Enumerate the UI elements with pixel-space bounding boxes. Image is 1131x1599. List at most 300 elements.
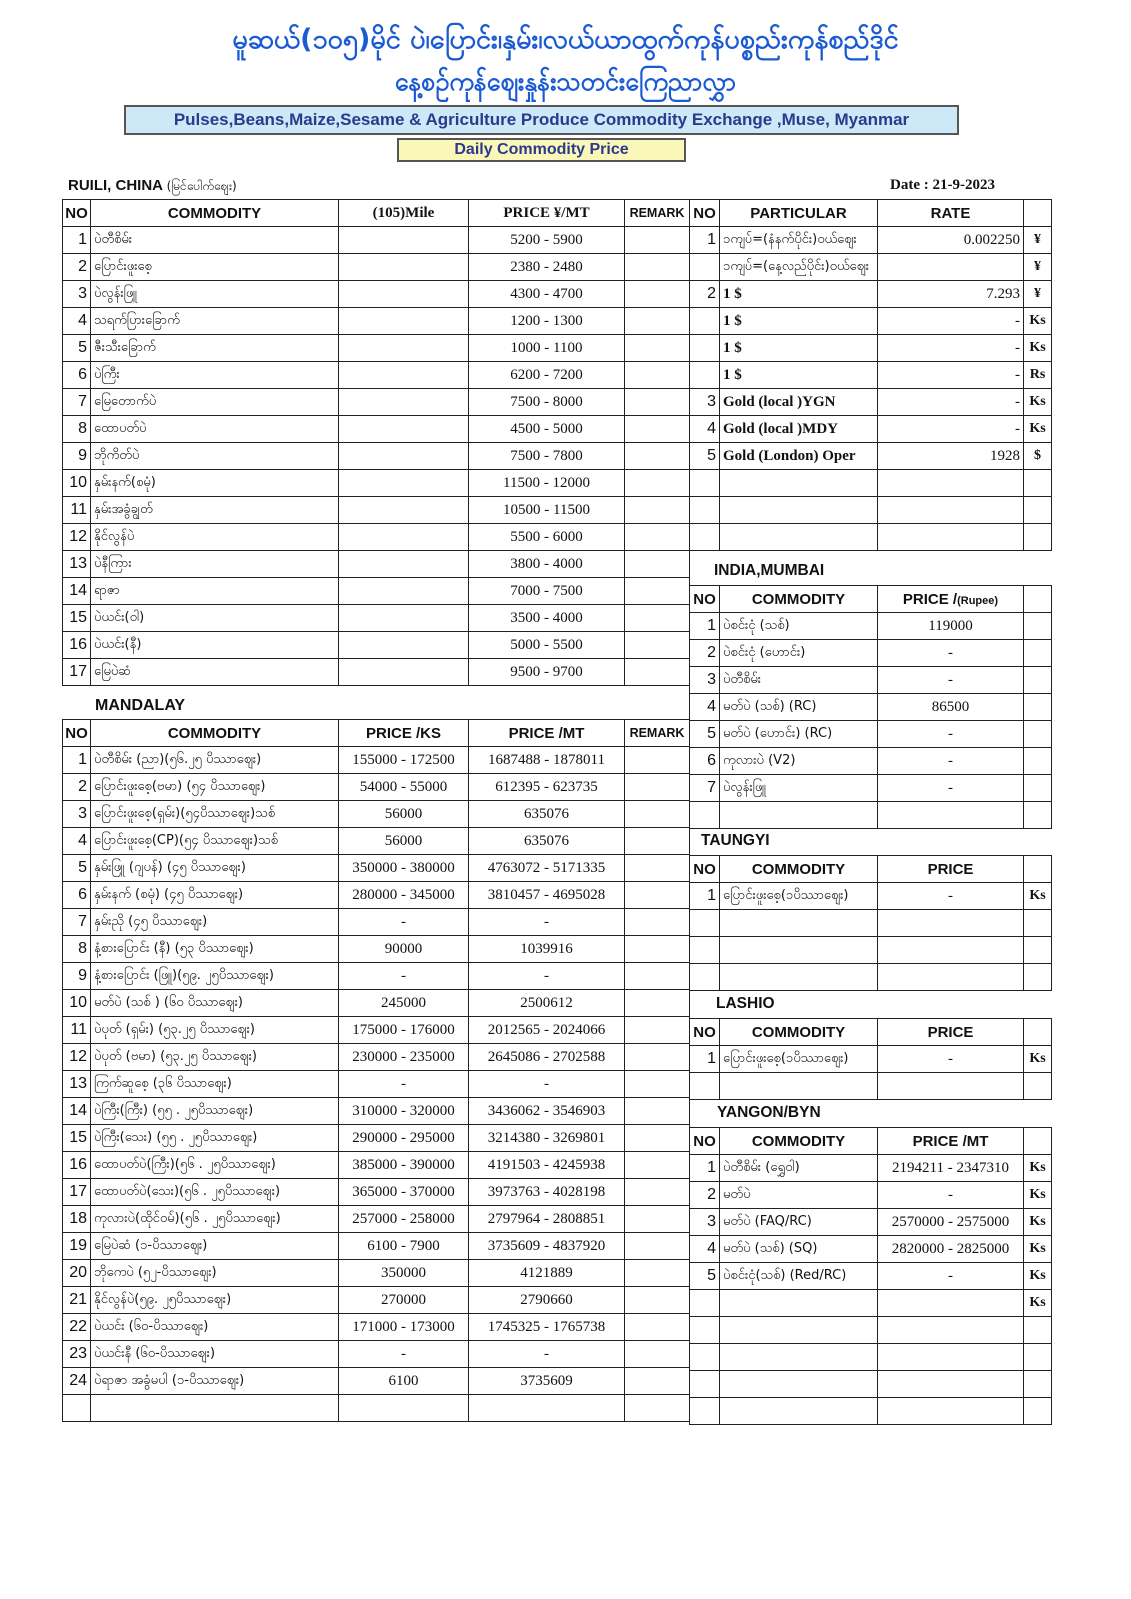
row-number <box>690 470 720 497</box>
price-mt: 2194211 - 2347310 <box>878 1155 1024 1182</box>
remark-cell <box>625 227 690 254</box>
table-header-row <box>690 1128 1052 1155</box>
currency-unit <box>1024 1073 1052 1100</box>
table-row <box>63 389 690 416</box>
table-row <box>690 470 1052 497</box>
price-mt: 2790660 <box>469 1287 625 1314</box>
unit-cell <box>1024 775 1052 802</box>
table-row <box>63 308 690 335</box>
col-particular-header: PARTICULAR <box>720 200 878 227</box>
commodity-name: ပဲကြီး <box>91 362 339 389</box>
commodity-name: နှမ်းနက် (စမုံ) (၄၅ ပိဿာဈေး) <box>91 882 339 909</box>
currency-unit <box>1024 1371 1052 1398</box>
mile-price <box>339 308 469 335</box>
price-header-text: PRICE / <box>902 590 958 608</box>
table-row <box>63 1341 690 1368</box>
commodity-name: ပဲပုတ် (ရှမ်း) (၅၃.၂၅ ပိဿာဈေး) <box>91 1017 339 1044</box>
particular-name: Gold (local )MDY <box>720 416 878 443</box>
table-row <box>690 1046 1052 1073</box>
row-number <box>690 254 720 281</box>
commodity-name: ပြောင်းဖူးစေ့(၁ပိဿာဈေး) <box>720 883 878 910</box>
remark-cell <box>625 470 690 497</box>
taungyi-section-title: TAUNGYI <box>701 832 770 849</box>
mile-price <box>339 362 469 389</box>
row-number: 6 <box>63 882 91 909</box>
table-row <box>690 443 1052 470</box>
row-number: 15 <box>63 605 91 632</box>
price-mt: - <box>878 1263 1024 1290</box>
table-row <box>690 308 1052 335</box>
currency-unit <box>1024 1398 1052 1425</box>
unit-cell <box>1024 640 1052 667</box>
row-number: 13 <box>63 551 91 578</box>
report-date: Date : 21-9-2023 <box>890 177 995 193</box>
remark-cell <box>625 281 690 308</box>
row-number <box>690 964 720 991</box>
row-number: 2 <box>690 1182 720 1209</box>
price-yuan: 1000 - 1100 <box>469 335 625 362</box>
row-number: 11 <box>63 497 91 524</box>
table-row <box>63 1314 690 1341</box>
price-yuan: 11500 - 12000 <box>469 470 625 497</box>
table-row <box>690 1263 1052 1290</box>
price-mt: 3436062 - 3546903 <box>469 1098 625 1125</box>
table-row <box>63 1071 690 1098</box>
price-rupee: - <box>878 775 1024 802</box>
row-number: 2 <box>63 254 91 281</box>
remark-cell <box>625 1287 690 1314</box>
table-row <box>690 1209 1052 1236</box>
commodity-name: ပဲယင်းနီ (၆၀-ပိဿာဈေး) <box>91 1341 339 1368</box>
price-yuan: 3500 - 4000 <box>469 605 625 632</box>
table-row <box>63 497 690 524</box>
table-row <box>63 335 690 362</box>
row-number: 9 <box>63 443 91 470</box>
particular-name: Gold (London) Oper <box>720 443 878 470</box>
commodity-name: နှမ်းညို (၄၅ ပိဿာဈေး) <box>91 909 339 936</box>
table-row <box>63 605 690 632</box>
india-price-table <box>689 585 1052 829</box>
row-number: 16 <box>63 632 91 659</box>
rate-value: - <box>878 362 1024 389</box>
commodity-name: နံ့စားပြောင်း (နီ) (၅၃ ပိဿာဈေး) <box>91 936 339 963</box>
remark-cell <box>625 416 690 443</box>
table-row <box>63 254 690 281</box>
price-mt <box>878 1317 1024 1344</box>
row-number: 1 <box>63 227 91 254</box>
commodity-name: နှမ်းဖြူ (ဂျပန်) (၄၅ ပိဿာဈေး) <box>91 855 339 882</box>
price-ks <box>339 1395 469 1422</box>
remark-cell <box>625 882 690 909</box>
row-number: 1 <box>690 1046 720 1073</box>
remark-cell <box>625 1206 690 1233</box>
remark-cell <box>625 524 690 551</box>
price-ks: 257000 - 258000 <box>339 1206 469 1233</box>
price-yuan: 7500 - 8000 <box>469 389 625 416</box>
currency-unit <box>1024 937 1052 964</box>
unit-cell <box>1024 721 1052 748</box>
commodity-name <box>720 1317 878 1344</box>
table-row <box>63 1368 690 1395</box>
commodity-name: ပဲနီကြား <box>91 551 339 578</box>
taungyi-price-table <box>689 855 1052 991</box>
commodity-name: ဘိုကေပဲ (၅၂-ပိဿာဈေး) <box>91 1260 339 1287</box>
table-row <box>690 1155 1052 1182</box>
table-row <box>63 443 690 470</box>
currency-unit: Ks <box>1024 308 1052 335</box>
commodity-name <box>720 1398 878 1425</box>
row-number: 16 <box>63 1152 91 1179</box>
particular-name <box>720 524 878 551</box>
commodity-name: မတ်ပဲ <box>720 1182 878 1209</box>
col-commodity-header: COMMODITY <box>720 856 878 883</box>
currency-unit: Ks <box>1024 1263 1052 1290</box>
price-ks: 350000 - 380000 <box>339 855 469 882</box>
price-yuan: 7500 - 7800 <box>469 443 625 470</box>
commodity-name: ဇီးသီးခြောက် <box>91 335 339 362</box>
commodity-name: မတ်ပဲ (သစ်) (RC) <box>720 694 878 721</box>
commodity-name: ပြောင်းဖူးစေ့(ရှမ်း)(၅၄ပိဿာဈေး)သစ် <box>91 801 339 828</box>
particular-name: 1 $ <box>720 308 878 335</box>
commodity-name: နံ့စားပြောင်း (ဖြူ)(၅၉. ၂၅ပိဿာဈေး) <box>91 963 339 990</box>
price-ks: 56000 <box>339 801 469 828</box>
col-no-header: NO <box>690 1019 720 1046</box>
rate-value <box>878 497 1024 524</box>
row-number: 6 <box>63 362 91 389</box>
particular-name: 1 $ <box>720 335 878 362</box>
daily-commodity-price-label: Daily Commodity Price <box>397 138 686 162</box>
row-number: 5 <box>690 721 720 748</box>
price-mt: 2012565 - 2024066 <box>469 1017 625 1044</box>
row-number: 3 <box>63 281 91 308</box>
remark-cell <box>625 605 690 632</box>
currency-unit: Ks <box>1024 1182 1052 1209</box>
remark-cell <box>625 254 690 281</box>
row-number: 7 <box>63 389 91 416</box>
commodity-name: ကြက်ဆူစေ့ (၃၆ ပိဿာဈေး) <box>91 1071 339 1098</box>
table-row <box>63 1287 690 1314</box>
row-number: 4 <box>690 1236 720 1263</box>
col-price-header: PRICE <box>878 856 1024 883</box>
row-number: 3 <box>63 801 91 828</box>
myanmar-title-line2: နေ့စဉ်ကုန်ဈေးနှုန်းသတင်းကြေညာလွှာ <box>394 67 737 96</box>
currency-unit: ¥ <box>1024 281 1052 308</box>
table-row <box>63 632 690 659</box>
col-price-mt-header: PRICE /MT <box>878 1128 1024 1155</box>
exchange-rate-table <box>689 199 1052 551</box>
table-row <box>63 1152 690 1179</box>
table-row <box>690 640 1052 667</box>
india-section-title: INDIA,MUMBAI <box>714 562 825 579</box>
remark-cell <box>625 1341 690 1368</box>
table-row <box>690 1236 1052 1263</box>
remark-cell <box>625 1179 690 1206</box>
row-number <box>690 362 720 389</box>
row-number: 15 <box>63 1125 91 1152</box>
price-mt: 4121889 <box>469 1260 625 1287</box>
rate-value: - <box>878 308 1024 335</box>
price-yuan: 5200 - 5900 <box>469 227 625 254</box>
row-number: 23 <box>63 1341 91 1368</box>
table-header-row <box>690 200 1052 227</box>
price-ks: 56000 <box>339 828 469 855</box>
col-commodity-header: COMMODITY <box>720 1128 878 1155</box>
row-number <box>690 937 720 964</box>
price-mt: 3735609 - 4837920 <box>469 1233 625 1260</box>
commodity-name: ထောပတ်ပဲ(သေး)(၅၆ . ၂၅ပိဿာဈေး) <box>91 1179 339 1206</box>
commodity-name: သရက်ပြားခြောက် <box>91 308 339 335</box>
row-number: 22 <box>63 1314 91 1341</box>
col-commodity-header: COMMODITY <box>91 720 339 747</box>
price-rupee: - <box>878 640 1024 667</box>
col-unit-header <box>1024 200 1052 227</box>
row-number: 12 <box>63 524 91 551</box>
row-number: 2 <box>690 281 720 308</box>
row-number: 5 <box>63 855 91 882</box>
remark-cell <box>625 1044 690 1071</box>
price-ks: 54000 - 55000 <box>339 774 469 801</box>
table-row <box>63 882 690 909</box>
row-number: 1 <box>690 1155 720 1182</box>
remark-cell <box>625 659 690 686</box>
remark-cell <box>625 774 690 801</box>
price-mt: 4763072 - 5171335 <box>469 855 625 882</box>
commodity-name: မတ်ပဲ (ဟောင်း) (RC) <box>720 721 878 748</box>
row-number <box>690 1371 720 1398</box>
price-ks: 171000 - 173000 <box>339 1314 469 1341</box>
col-unit-header <box>1024 1128 1052 1155</box>
unit-cell <box>1024 802 1052 829</box>
table-row <box>63 281 690 308</box>
price-ks: - <box>339 909 469 936</box>
table-header-row <box>690 856 1052 883</box>
commodity-name: ပြောင်းဖူးစေ့(CP)(၅၄ ပိဿာဈေး)သစ် <box>91 828 339 855</box>
row-number <box>690 524 720 551</box>
table-row <box>63 1179 690 1206</box>
price-mt: 3973763 - 4028198 <box>469 1179 625 1206</box>
row-number: 2 <box>63 774 91 801</box>
commodity-name: ပဲစင်းငုံ (သစ်) <box>720 613 878 640</box>
table-row <box>63 524 690 551</box>
price-rupee: 86500 <box>878 694 1024 721</box>
ruili-price-table <box>62 199 690 686</box>
table-row <box>63 1017 690 1044</box>
currency-unit: Ks <box>1024 1236 1052 1263</box>
row-number: 1 <box>690 613 720 640</box>
rupee-header-text: (Rupee) <box>957 594 999 607</box>
price-mt <box>469 1395 625 1422</box>
mile-price <box>339 443 469 470</box>
remark-cell <box>625 1017 690 1044</box>
price-ks: 6100 <box>339 1368 469 1395</box>
table-row <box>690 362 1052 389</box>
table-row <box>63 1395 690 1422</box>
commodity-name: ပြောင်းဖူးစေ့(၁ပိဿာဈေး) <box>720 1046 878 1073</box>
row-number: 12 <box>63 1044 91 1071</box>
price-mt: - <box>469 963 625 990</box>
price-mt: - <box>469 1341 625 1368</box>
price-mt: 2570000 - 2575000 <box>878 1209 1024 1236</box>
price-mt: 2797964 - 2808851 <box>469 1206 625 1233</box>
remark-cell <box>625 308 690 335</box>
particular-name <box>720 497 878 524</box>
price-mt: 3214380 - 3269801 <box>469 1125 625 1152</box>
table-row <box>63 963 690 990</box>
row-number <box>690 308 720 335</box>
commodity-name: ပဲကြီး(ကြီး) (၅၅ . ၂၅ပိဿာဈေး) <box>91 1098 339 1125</box>
commodity-name <box>720 1073 878 1100</box>
price-mt: 4191503 - 4245938 <box>469 1152 625 1179</box>
row-number: 5 <box>63 335 91 362</box>
currency-unit: Ks <box>1024 1155 1052 1182</box>
row-number <box>690 335 720 362</box>
row-number <box>690 1344 720 1371</box>
table-row <box>63 1206 690 1233</box>
table-row <box>690 937 1052 964</box>
rate-value: 7.293 <box>878 281 1024 308</box>
price-mt: 612395 - 623735 <box>469 774 625 801</box>
price-rupee: - <box>878 667 1024 694</box>
price-mt: 2500612 <box>469 990 625 1017</box>
commodity-name: ထောပတ်ပဲ <box>91 416 339 443</box>
commodity-name <box>720 1344 878 1371</box>
lashio-section-title: LASHIO <box>716 995 775 1012</box>
table-row <box>63 1125 690 1152</box>
commodity-name: ကုလားပဲ(ထိုင်ဝမ်)(၅၆ . ၂၅ပိဿာဈေး) <box>91 1206 339 1233</box>
currency-unit: Ks <box>1024 1046 1052 1073</box>
row-number: 7 <box>63 909 91 936</box>
price-rupee: - <box>878 748 1024 775</box>
remark-cell <box>625 632 690 659</box>
remark-cell <box>625 747 690 774</box>
table-row <box>690 721 1052 748</box>
mile-price <box>339 254 469 281</box>
commodity-name: ထောပတ်ပဲ(ကြီး)(၅၆ . ၂၅ပိဿာဈေး) <box>91 1152 339 1179</box>
remark-cell <box>625 828 690 855</box>
table-row <box>690 1317 1052 1344</box>
commodity-name: ပဲစင်းငုံ (ဟောင်း) <box>720 640 878 667</box>
table-row <box>690 254 1052 281</box>
row-number: 1 <box>690 227 720 254</box>
table-row <box>690 748 1052 775</box>
remark-cell <box>625 963 690 990</box>
price-value: - <box>878 1046 1024 1073</box>
table-row <box>63 990 690 1017</box>
commodity-name: နိုင်လွန်ပဲ(၅၉. ၂၅ပိဿာဈေး) <box>91 1287 339 1314</box>
price-yuan: 9500 - 9700 <box>469 659 625 686</box>
price-ks: 350000 <box>339 1260 469 1287</box>
mile-price <box>339 632 469 659</box>
price-yuan: 2380 - 2480 <box>469 254 625 281</box>
price-mt <box>878 1290 1024 1317</box>
commodity-name <box>720 802 878 829</box>
commodity-name: ပဲကြီး(သေး) (၅၅ . ၂၅ပိဿာဈေး) <box>91 1125 339 1152</box>
col-105mile-header: (105)Mile <box>339 200 469 227</box>
remark-cell <box>625 1395 690 1422</box>
col-price-header: PRICE ¥/MT <box>469 200 625 227</box>
mandalay-section-title: MANDALAY <box>95 697 186 714</box>
commodity-name: ပဲတီစိမ်း <box>720 667 878 694</box>
commodity-name: ပဲပုတ် (ဗမာ) (၅၃.၂၅ ပိဿာဈေး) <box>91 1044 339 1071</box>
table-row <box>690 281 1052 308</box>
col-price-header: PRICE <box>878 1019 1024 1046</box>
price-ks: 90000 <box>339 936 469 963</box>
col-unit-header <box>1024 586 1052 613</box>
price-mt: 1687488 - 1878011 <box>469 747 625 774</box>
myanmar-title-line1: မူဆယ်(၁၀၅)မိုင် ပဲ၊ပြောင်း၊နှမ်း၊လယ်ယာထွက်ကုန်ပစ္စည်းကုန်စည်ဒိုင် <box>232 24 899 55</box>
yangon-price-table <box>689 1127 1052 1425</box>
table-row <box>690 964 1052 991</box>
remark-cell <box>625 1125 690 1152</box>
commodity-name: ပဲယင်း(နီ) <box>91 632 339 659</box>
row-number: 3 <box>690 389 720 416</box>
commodity-name: မြေပဲဆံ <box>91 659 339 686</box>
remark-cell <box>625 855 690 882</box>
col-price-mt-header: PRICE /MT <box>469 720 625 747</box>
remark-cell <box>625 990 690 1017</box>
commodity-name: မတ်ပဲ (FAQ/RC) <box>720 1209 878 1236</box>
price-ks: 290000 - 295000 <box>339 1125 469 1152</box>
col-commodity-header: COMMODITY <box>720 586 878 613</box>
mile-price <box>339 335 469 362</box>
mile-price <box>339 389 469 416</box>
row-number: 13 <box>63 1071 91 1098</box>
price-mt: - <box>878 1182 1024 1209</box>
table-row <box>63 659 690 686</box>
mandalay-price-table <box>62 719 690 1422</box>
row-number: 8 <box>63 936 91 963</box>
commodity-name: ပဲတီစိမ်း (ညာ)(၅၆.၂၅ ပိဿာဈေး) <box>91 747 339 774</box>
row-number: 1 <box>690 883 720 910</box>
table-row <box>690 1182 1052 1209</box>
remark-cell <box>625 1152 690 1179</box>
table-header-row <box>690 586 1052 613</box>
rate-value <box>878 524 1024 551</box>
price-mt: 1039916 <box>469 936 625 963</box>
currency-unit <box>1024 1317 1052 1344</box>
remark-cell <box>625 801 690 828</box>
rate-value: - <box>878 416 1024 443</box>
table-row <box>63 1044 690 1071</box>
commodity-name: ပဲလွန်းဖြူ <box>720 775 878 802</box>
commodity-name: ပြောင်းဖူးစေ့(ဗမာ) (၅၄ ပိဿာဈေး) <box>91 774 339 801</box>
table-row <box>63 470 690 497</box>
col-remark-header: REMARK <box>625 720 690 747</box>
remark-cell <box>625 936 690 963</box>
row-number: 3 <box>690 667 720 694</box>
yangon-section-title: YANGON/BYN <box>717 1104 821 1121</box>
lashio-price-table <box>689 1018 1052 1100</box>
price-yuan: 5000 - 5500 <box>469 632 625 659</box>
commodity-name: ပဲလွန်းဖြူ <box>91 281 339 308</box>
row-number: 7 <box>690 775 720 802</box>
price-value <box>878 937 1024 964</box>
table-row <box>63 362 690 389</box>
col-unit-header <box>1024 1019 1052 1046</box>
table-row <box>690 1371 1052 1398</box>
col-no-header: NO <box>690 1128 720 1155</box>
unit-cell <box>1024 748 1052 775</box>
table-row <box>690 1398 1052 1425</box>
currency-unit <box>1024 497 1052 524</box>
row-number: 17 <box>63 1179 91 1206</box>
commodity-name <box>720 1290 878 1317</box>
commodity-name: နှမ်းနက်(စမုံ) <box>91 470 339 497</box>
remark-cell <box>625 1260 690 1287</box>
price-yuan: 5500 - 6000 <box>469 524 625 551</box>
row-number: 19 <box>63 1233 91 1260</box>
row-number <box>690 1317 720 1344</box>
